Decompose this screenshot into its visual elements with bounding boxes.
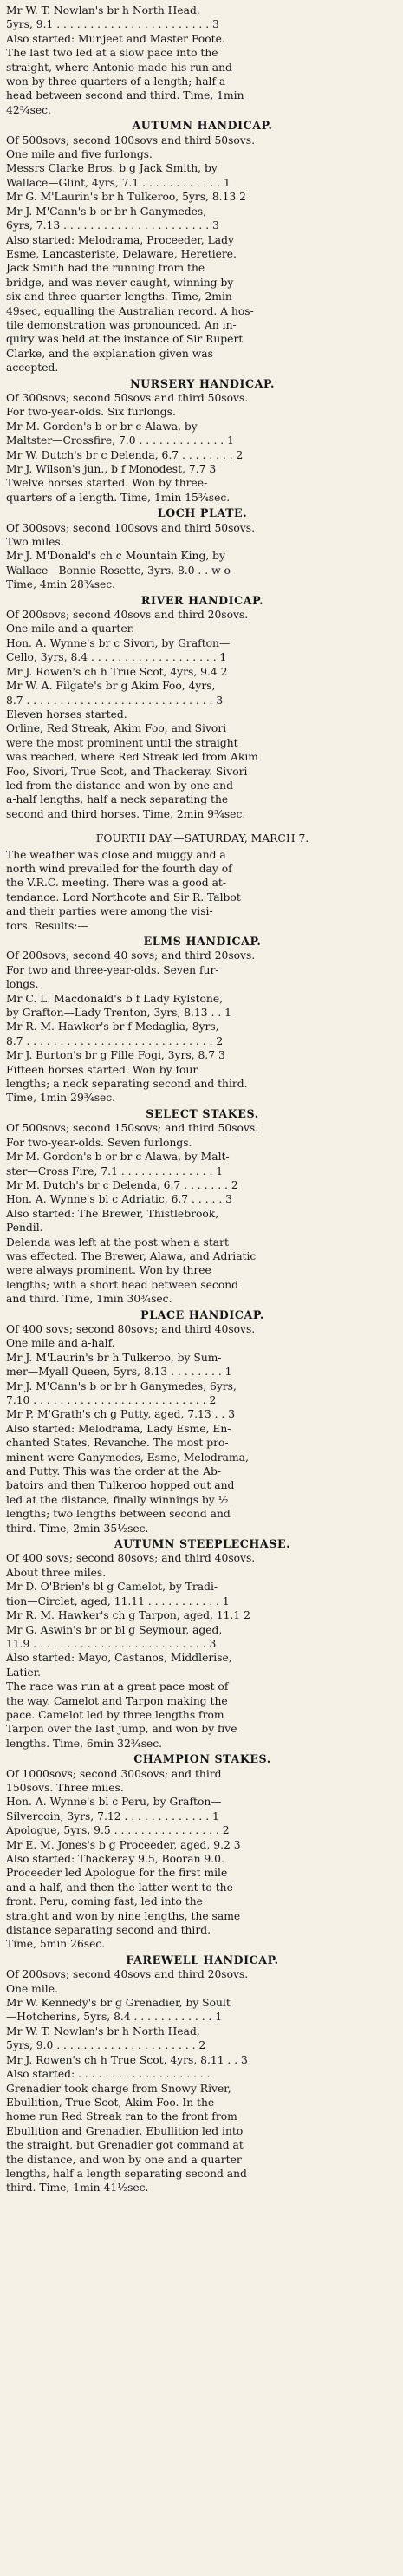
text-line: The last two led at a slow pace into the	[6, 47, 218, 60]
text-line: Cello, 3yrs, 8.4 . . . . . . . . . . . . . . . . . . . 1	[6, 651, 227, 664]
text-line: Tarpon over the last jump, and won by five	[6, 1723, 237, 1736]
text-line: accepted.	[6, 362, 59, 375]
text-line: Mr C. L. Macdonald's b f Lady Rylstone,	[6, 992, 224, 1005]
text-line: One mile and a-half.	[6, 1337, 115, 1350]
race-section	[6, 1537, 399, 1751]
text-line: Mr J. Wilson's jun., b f Monodest, 7.7 3	[6, 463, 217, 475]
race-section	[6, 1308, 399, 1536]
text-line: Mr M. Gordon's b or br c Alawa, by	[6, 420, 198, 433]
text-line: Latier.	[6, 1666, 42, 1679]
text-line: Mr J. M'Donald's ch c Mountain King, by	[6, 550, 225, 563]
text-line: lengths, half a length separating second and	[6, 2167, 247, 2180]
text-line: Apologue, 5yrs, 9.5 . . . . . . . . . . . . . . . . 2	[6, 1824, 230, 1837]
text-line: For two and three-year-olds. Seven fur-	[6, 963, 219, 976]
text-line: lengths; a neck separating second and third.	[6, 1078, 248, 1091]
text-line: Also started: Munjeet and Master Foote.	[6, 32, 225, 45]
text-line: longs.	[6, 978, 39, 991]
text-line: For two-year-olds. Six furlongs.	[6, 406, 176, 419]
text-line: quiry was held at the instance of Sir Rupert	[6, 333, 244, 346]
race-section	[6, 506, 399, 591]
text-line: Also started: Thackeray 9.5, Booran 9.0.	[6, 1853, 224, 1865]
text-line: lengths; with a short head between second	[6, 1278, 239, 1291]
text-line: led at the distance, finally winnings by ½	[6, 1493, 229, 1506]
text-line: third. Time, 1min 41½sec.	[6, 2181, 149, 2194]
text-line: 5yrs, 9.1 . . . . . . . . . . . . . . . . . . . . . . . 3	[6, 18, 219, 31]
text-line: Also started: Melodrama, Lady Esme, En-	[6, 1422, 231, 1435]
text-line: third. Time, 2min 35½sec.	[6, 1522, 149, 1535]
race-section	[6, 1107, 399, 1307]
race-section	[6, 1953, 399, 2195]
text-line: Delenda was left at the post when a start	[6, 1236, 229, 1249]
text-line: second and third horses. Time, 2min 9¾sec.	[6, 807, 246, 820]
text-line: For two-year-olds. Seven furlongs.	[6, 1136, 192, 1149]
text-line: a-half lengths, half a neck separating the	[6, 793, 229, 806]
text-line: 150sovs. Three miles.	[6, 1781, 124, 1794]
text-line: Mr W. T. Nowlan's br h North Head,	[6, 4, 200, 16]
race-section	[6, 831, 399, 933]
text-line: Mr M. Dutch's br c Delenda, 6.7 . . . . . . . 2	[6, 1178, 238, 1191]
text-line: Eleven horses started.	[6, 708, 127, 721]
text-line: the distance, and won by one and a quarter	[6, 2153, 242, 2166]
text-line: by Grafton—Lady Trenton, 3yrs, 8.13 . . 1	[6, 1007, 231, 1020]
text-line: front. Peru, coming fast, led into the	[6, 1895, 203, 1908]
text-line: 8.7 . . . . . . . . . . . . . . . . . . . . . . . . . . . . 2	[6, 1034, 224, 1047]
race-heading: ELMS HANDICAP.	[143, 935, 262, 948]
text-line: Mr W. Dutch's br c Delenda, 6.7 . . . . . . . . 2	[6, 448, 244, 461]
text-line: Also started: Melodrama, Proceeder, Lady	[6, 233, 234, 246]
text-line: Mr J. M'Cann's b or br h Ganymedes, 6yrs,	[6, 1379, 237, 1392]
text-line: Esme, Lancasteriste, Delaware, Heretiere.	[6, 247, 237, 260]
text-line: ster—Cross Fire, 7.1 . . . . . . . . . . . . . . 1	[6, 1164, 224, 1177]
text-line: Also started: The Brewer, Thistlebrook,	[6, 1207, 219, 1220]
text-line: Mr P. M'Grath's ch g Putty, aged, 7.13 . . 3	[6, 1408, 236, 1421]
race-heading: AUTUMN HANDICAP.	[132, 119, 273, 133]
text-line: and their parties were among the visi-	[6, 905, 213, 918]
text-line: Mr J. M'Laurin's br h Tulkeroo, by Sum-	[6, 1351, 222, 1364]
text-line: 5yrs, 9.0 . . . . . . . . . . . . . . . . . . . . . 2	[6, 2039, 206, 2052]
text-line: were the most prominent until the straight	[6, 736, 238, 749]
text-line: tors. Results:—	[6, 919, 88, 932]
text-line: Of 400 sovs; second 80sovs; and third 40sovs.	[6, 1322, 256, 1335]
text-line: Mr J. Burton's br g Fille Fogi, 3yrs, 8.7 3	[6, 1049, 225, 1062]
race-heading: FAREWELL HANDICAP.	[126, 1953, 279, 1966]
race-section	[6, 119, 399, 375]
text-line: Of 1000sovs; second 300sovs; and third	[6, 1767, 222, 1780]
text-line: Mr J. Rowen's ch h True Scot, 4yrs, 9.4 2	[6, 665, 228, 678]
text-line: minent were Ganymedes, Esme, Melodrama,	[6, 1451, 249, 1464]
race-heading: CHAMPION STAKES.	[133, 1752, 271, 1766]
text-line: pace. Camelot led by three lengths from	[6, 1708, 224, 1721]
text-line: the way. Camelot and Tarpon making the	[6, 1694, 228, 1707]
text-line: Twelve horses started. Won by three-	[6, 477, 208, 490]
text-line: Hon. A. Wynne's bl c Adriatic, 6.7 . . . . . 3	[6, 1193, 232, 1206]
text-line: was effected. The Brewer, Alawa, and Adriatic	[6, 1249, 257, 1262]
text-line: six and three-quarter lengths. Time, 2min	[6, 290, 232, 303]
text-line: 11.9 . . . . . . . . . . . . . . . . . . . . . . . . . . 3	[6, 1637, 217, 1650]
text-line: straight, where Antonio made his run and	[6, 61, 232, 74]
text-line: Maltster—Crossfire, 7.0 . . . . . . . . . . . . . 1	[6, 434, 234, 447]
text-line: Two miles.	[6, 536, 64, 549]
text-line: Of 200sovs; second 40 sovs; and third 20sovs.	[6, 949, 256, 962]
text-line: 42¾sec.	[6, 103, 51, 116]
text-line: Of 300sovs; second 50sovs and third 50sovs.	[6, 391, 249, 404]
text-line: Clarke, and the explanation given was	[6, 347, 213, 360]
text-line: Of 200sovs; second 40sovs and third 20sovs.	[6, 1968, 249, 1981]
race-heading: PLACE HANDICAP.	[140, 1308, 264, 1321]
text-line: Pendil.	[6, 1222, 43, 1235]
text-line: The weather was close and muggy and a	[6, 848, 226, 861]
text-line: and third. Time, 1min 30¾sec.	[6, 1293, 172, 1306]
text-line: Wallace—Bonnie Rosette, 3yrs, 8.0 . . w o	[6, 564, 231, 577]
day-heading: FOURTH DAY.—SATURDAY, MARCH 7.	[95, 832, 309, 845]
text-line: straight and won by nine lengths, the same	[6, 1909, 241, 1922]
text-line: Mr G. M'Laurin's br h Tulkeroo, 5yrs, 8.13 2	[6, 191, 246, 204]
text-line: bridge, and was never caught, winning by	[6, 276, 234, 289]
text-line: Of 300sovs; second 100sovs and third 50sovs.	[6, 521, 255, 534]
text-line: was reached, where Red Streak led from Akim	[6, 751, 258, 764]
race-heading: RIVER HANDICAP.	[140, 593, 264, 607]
text-line: Mr M. Gordon's b or br c Alawa, by Malt-	[6, 1151, 230, 1164]
text-line: Fifteen horses started. Won by four	[6, 1063, 198, 1076]
text-line: mer—Myall Queen, 5yrs, 8.13 . . . . . . . . 1	[6, 1366, 232, 1379]
text-line: Silvercoin, 3yrs, 7.12 . . . . . . . . . . . . . 1	[6, 1810, 219, 1823]
text-line: Also started: Mayo, Castanos, Middlerise,	[6, 1652, 232, 1665]
text-line: The race was run at a great pace most of	[6, 1680, 229, 1693]
text-line: Mr W. T. Nowlan's br h North Head,	[6, 2025, 200, 2038]
text-line: Orline, Red Streak, Akim Foo, and Sivori	[6, 722, 227, 735]
text-line: Mr W. A. Filgate's br g Akim Foo, 4yrs,	[6, 680, 216, 693]
text-line: tion—Circlet, aged, 11.11 . . . . . . . . . . . 1	[6, 1595, 230, 1608]
text-line: Time, 4min 28¾sec.	[6, 578, 116, 591]
text-line: chanted States, Revanche. The most pro-	[6, 1437, 229, 1450]
text-line: —Hotcherins, 5yrs, 8.4 . . . . . . . . . . . . 1	[6, 2011, 223, 2024]
text-line: One mile and five furlongs.	[6, 148, 153, 161]
text-line: and Putty. This was the order at the Ab-	[6, 1465, 221, 1478]
text-line: Hon. A. Wynne's bl c Peru, by Grafton—	[6, 1796, 222, 1809]
text-line: One mile.	[6, 1982, 58, 1995]
text-line: 6yrs, 7.13 . . . . . . . . . . . . . . . . . . . . . . 3	[6, 219, 219, 232]
text-line: Foo, Sivori, True Scot, and Thackeray. Sivori	[6, 765, 248, 778]
text-line: 49sec, equalling the Australian record. A hos-	[6, 304, 254, 317]
text-line: Mr R. M. Hawker's br f Medaglia, 8yrs,	[6, 1021, 219, 1034]
race-section	[6, 377, 399, 505]
text-line: batoirs and then Tulkeroo hopped out and	[6, 1479, 235, 1492]
text-line: Mr R. M. Hawker's ch g Tarpon, aged, 11.1 2	[6, 1609, 250, 1622]
text-line: Proceeder led Apologue for the first mile	[6, 1867, 228, 1880]
text-line: Of 500sovs; second 150sovs; and third 50sovs.	[6, 1122, 259, 1135]
text-line: Of 200sovs; second 40sovs and third 20sovs.	[6, 609, 249, 622]
text-line: Also started: . . . . . . . . . . . . . . . . . . . .	[6, 2068, 211, 2081]
text-line: 8.7 . . . . . . . . . . . . . . . . . . . . . . . . . . . . 3	[6, 694, 224, 707]
text-line: One mile and a-quarter.	[6, 623, 135, 636]
text-line: Messrs Clarke Bros. b g Jack Smith, by	[6, 162, 218, 175]
text-line: led from the distance and won by one and	[6, 779, 233, 792]
text-line: Mr D. O'Brien's bl g Camelot, by Tradi-	[6, 1581, 218, 1594]
text-line: north wind prevailed for the fourth day of	[6, 862, 232, 875]
text-line: distance separating second and third.	[6, 1924, 211, 1937]
race-heading: SELECT STAKES.	[146, 1106, 259, 1120]
text-line: tile demonstration was pronounced. An in-	[6, 318, 237, 331]
race-section	[6, 1752, 399, 1952]
race-heading: LOCH PLATE.	[157, 506, 248, 520]
text-line: the straight, but Grenadier got command at	[6, 2139, 244, 2152]
text-line: Ebullition and Grenadier. Ebullition led into	[6, 2124, 244, 2137]
text-line: and a-half, and then the latter went to the	[6, 1881, 233, 1894]
text-line: Ebullition, True Scot, Akim Foo. In the	[6, 2096, 215, 2109]
text-line: Mr G. Aswin's br or bl g Seymour, aged,	[6, 1623, 223, 1636]
text-line: lengths. Time, 6min 32¾sec.	[6, 1737, 163, 1750]
text-line: Hon. A. Wynne's br c Sivori, by Grafton—	[6, 636, 231, 649]
text-line: Of 500sovs; second 100sovs and third 50sovs.	[6, 134, 255, 147]
text-line: Grenadier took charge from Snowy River,	[6, 2082, 231, 2095]
race-heading: NURSERY HANDICAP.	[130, 376, 275, 390]
race-heading: AUTUMN STEEPLECHASE.	[114, 1537, 291, 1551]
text-line: Time, 1min 29¾sec.	[6, 1092, 116, 1105]
text-line: Mr E. M. Jones's b g Proceeder, aged, 9.2 3	[6, 1838, 241, 1851]
text-line: quarters of a length. Time, 1min 15¾sec.	[6, 491, 231, 504]
text-line: tendance. Lord Northcote and Sir R. Talbot	[6, 890, 241, 903]
text-line: head between second and third. Time, 1min	[6, 89, 244, 102]
race-section	[6, 594, 399, 822]
race-section	[6, 3, 399, 117]
text-line: won by three-quarters of a length; half a	[6, 75, 226, 88]
text-line: were always prominent. Won by three	[6, 1264, 211, 1277]
text-line: Mr J. Rowen's ch h True Scot, 4yrs, 8.11 . . 3	[6, 2053, 248, 2066]
text-line: lengths; two lengths between second and	[6, 1508, 231, 1521]
text-line: Mr J. M'Cann's b or br h Ganymedes,	[6, 205, 207, 218]
text-line: 7.10 . . . . . . . . . . . . . . . . . . . . . . . . . . 2	[6, 1394, 217, 1406]
text-line: Of 400 sovs; second 80sovs; and third 40sovs.	[6, 1552, 256, 1565]
text-line: Mr W. Kennedy's br g Grenadier, by Soult	[6, 1997, 231, 2010]
text-line: About three miles.	[6, 1566, 107, 1579]
text-line: Jack Smith had the running from the	[6, 262, 205, 275]
text-line: home run Red Streak ran to the front from	[6, 2110, 237, 2123]
text-line: Wallace—Glint, 4yrs, 7.1 . . . . . . . . . . . . 1	[6, 176, 231, 189]
text-line: Time, 5min 26sec.	[6, 1938, 106, 1951]
race-section	[6, 935, 399, 1105]
text-line: the V.R.C. meeting. There was a good at-	[6, 877, 227, 890]
